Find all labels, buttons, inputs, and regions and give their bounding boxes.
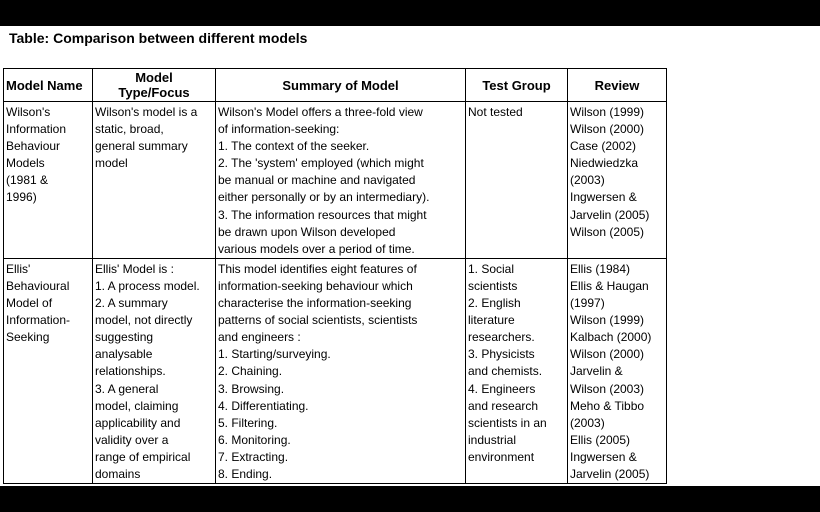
- table-row: [4, 102, 667, 259]
- cell-text-line: Ellis' Model is :: [95, 261, 174, 276]
- cell-text-line: Niedwiedzka: [570, 156, 639, 171]
- summary-cell: [216, 258, 466, 483]
- cell-text-line: and engineers :: [218, 330, 301, 345]
- cell-text-line: 2. The 'system' employed (which might: [218, 156, 424, 171]
- review-cell: [568, 102, 667, 259]
- cell-text-line: scientists: [468, 278, 518, 293]
- col-header-review: Review: [568, 69, 667, 102]
- cell-text-line: validity over a: [95, 432, 169, 447]
- cell-text-line: general summary: [95, 139, 188, 154]
- cell-text-line: and research: [468, 398, 539, 413]
- cell-text-line: Wilson's: [6, 105, 51, 119]
- cell-text-line: 8. Ending.: [218, 466, 273, 481]
- cell-text-line: Wilson's model is a: [95, 105, 198, 119]
- cell-text-line: Model of: [6, 296, 53, 311]
- model-name-cell: [4, 258, 93, 483]
- col-header-summary: Summary of Model: [216, 69, 466, 102]
- table-title: Table: Comparison between different models: [9, 30, 308, 46]
- cell-text-line: be drawn upon Wilson developed: [218, 224, 396, 239]
- cell-text-line: relationships.: [95, 364, 166, 379]
- letterbox-top: [0, 0, 820, 26]
- cell-text-line: 2. English: [468, 296, 521, 311]
- cell-text-line: Kalbach (2000): [570, 330, 652, 345]
- model-type-cell: [93, 258, 216, 483]
- table-row: [4, 258, 667, 483]
- cell-text-line: environment: [468, 449, 535, 464]
- cell-text-line: model, not directly: [95, 313, 193, 328]
- cell-text-line: Wilson (1999): [570, 313, 645, 328]
- cell-text-line: Wilson (2000): [570, 347, 645, 362]
- cell-text-line: This model identifies eight features of: [218, 261, 417, 276]
- cell-text-line: 2. A summary: [95, 296, 168, 311]
- cell-text-line: 1. Social: [468, 261, 515, 276]
- cell-text-line: 7. Extracting.: [218, 449, 289, 464]
- cell-text-line: 5. Filtering.: [218, 415, 278, 430]
- cell-text-line: Models: [6, 156, 45, 171]
- cell-text-line: and chemists.: [468, 364, 543, 379]
- cell-text-line: researchers.: [468, 330, 535, 345]
- test-group-cell: [466, 258, 568, 483]
- cell-text-line: Case (2002): [570, 139, 637, 154]
- cell-text-line: 1996): [6, 190, 37, 205]
- cell-text-line: range of empirical: [95, 449, 191, 464]
- col-header-test-group: Test Group: [466, 69, 568, 102]
- cell-text-line: 4. Engineers: [468, 381, 536, 396]
- cell-text-line: various models over a period of time.: [218, 241, 415, 256]
- cell-text-line: 3. The information resources that might: [218, 207, 427, 222]
- cell-text-line: Ingwersen &: [570, 190, 637, 205]
- cell-text-line: (2003): [570, 415, 605, 430]
- cell-text-line: 3. Browsing.: [218, 381, 285, 396]
- cell-text-line: 1. A process model.: [95, 278, 200, 293]
- cell-text-line: Information-: [6, 313, 71, 328]
- cell-text-line: Wilson (2003): [570, 381, 645, 396]
- cell-text-line: information-seeking behaviour which: [218, 278, 413, 293]
- model-name-cell: [4, 102, 93, 259]
- cell-text-line: 2. Chaining.: [218, 364, 283, 379]
- col-header-model-name: Model Name: [4, 69, 93, 102]
- cell-text-line: domains: [95, 466, 141, 481]
- cell-text-line: Seeking: [6, 330, 50, 345]
- cell-text-line: be manual or machine and navigated: [218, 173, 416, 188]
- cell-text-line: Wilson (2000): [570, 122, 645, 137]
- cell-text-line: Behavioural: [6, 278, 70, 293]
- cell-text-line: Not tested: [468, 105, 523, 119]
- cell-text-line: (2003): [570, 173, 605, 188]
- cell-text-line: Jarvelin &: [570, 364, 623, 379]
- cell-text-line: (1997): [570, 296, 605, 311]
- cell-text-line: 4. Differentiating.: [218, 398, 309, 413]
- cell-text-line: model: [95, 156, 128, 171]
- summary-cell: [216, 102, 466, 259]
- cell-text-line: Ellis (1984): [570, 261, 631, 276]
- cell-text-line: industrial: [468, 432, 517, 447]
- test-group-cell: [466, 102, 568, 259]
- cell-text-line: Ellis': [6, 261, 31, 276]
- model-type-cell: [93, 102, 216, 259]
- comparison-table: [3, 68, 667, 484]
- review-cell: [568, 258, 667, 483]
- cell-text-line: Ellis & Haugan: [570, 278, 649, 293]
- cell-text-line: Meho & Tibbo: [570, 398, 645, 413]
- cell-text-line: of information-seeking:: [218, 122, 340, 137]
- header-row: [4, 69, 667, 102]
- cell-text-line: static, broad,: [95, 122, 164, 137]
- cell-text-line: Wilson's Model offers a three-fold view: [218, 105, 423, 119]
- cell-text-line: 1. Starting/surveying.: [218, 347, 331, 362]
- cell-text-line: 6. Monitoring.: [218, 432, 291, 447]
- cell-text-line: Information: [6, 122, 67, 137]
- cell-text-line: model, claiming: [95, 398, 179, 413]
- cell-text-line: Jarvelin (2005): [570, 466, 650, 481]
- cell-text-line: (1981 &: [6, 173, 49, 188]
- cell-text-line: Wilson (2005): [570, 224, 645, 239]
- cell-text-line: applicability and: [95, 415, 181, 430]
- cell-text-line: Wilson (1999): [570, 105, 645, 119]
- cell-text-line: 3. A general: [95, 381, 159, 396]
- col-header-model-type: Model Type/Focus: [93, 69, 216, 102]
- cell-text-line: scientists in an: [468, 415, 547, 430]
- cell-text-line: characterise the information-seeking: [218, 296, 412, 311]
- cell-text-line: 1. The context of the seeker.: [218, 139, 370, 154]
- cell-text-line: 3. Physicists: [468, 347, 535, 362]
- cell-text-line: Jarvelin (2005): [570, 207, 650, 222]
- cell-text-line: analysable: [95, 347, 153, 362]
- cell-text-line: Ingwersen &: [570, 449, 637, 464]
- cell-text-line: literature: [468, 313, 515, 328]
- cell-text-line: Behaviour: [6, 139, 61, 154]
- letterbox-bottom: [0, 486, 820, 512]
- cell-text-line: either personally or by an intermediary).: [218, 190, 430, 205]
- cell-text-line: Ellis (2005): [570, 432, 631, 447]
- cell-text-line: patterns of social scientists, scientists: [218, 313, 418, 328]
- document-page: [0, 26, 820, 486]
- cell-text-line: suggesting: [95, 330, 154, 345]
